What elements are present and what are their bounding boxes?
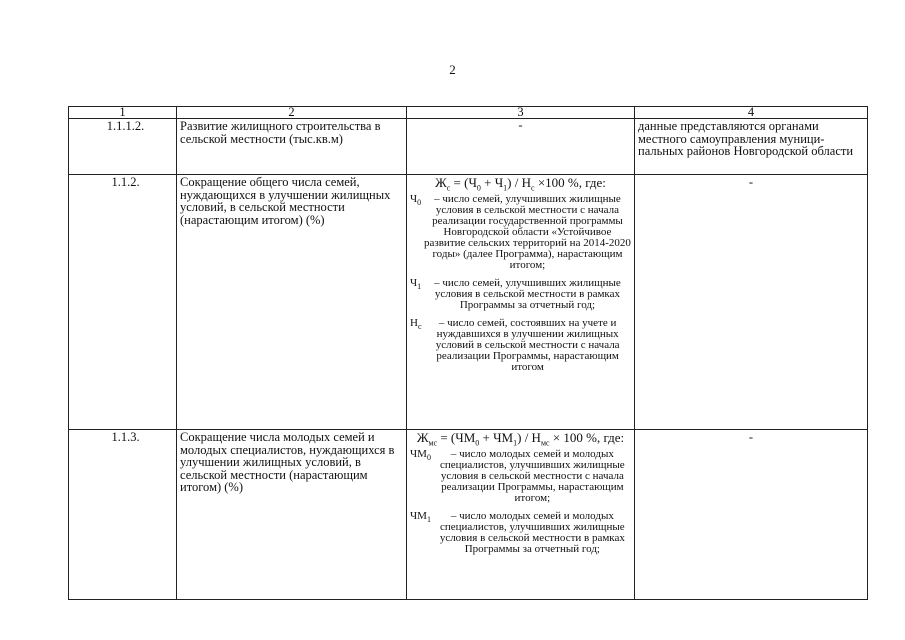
formula-definition: $ЧМ_0$ – число молодых семей и молодых специалистов, улучшивших жилищные условия в сельской местности с начала реализации Программы, нарастающим итогом; [410,448,625,504]
formula: $Ж_с = (Ч_0 + Ч_1) / Н_с \times 100$ %, где: [435,175,606,193]
calculation-method: - [407,119,635,175]
row-number: 1.1.2. [111,175,140,189]
data-source: данные представляются органами местного самоуправления муниципальных районов Новгородской области [635,119,868,175]
formula-definition: $ЧМ_1$ – число молодых семей и молодых специалистов, улучшивших жилищные условия в сельской местности в рамках Программы за отчетный год; [410,510,625,555]
header-col-1: 1 [69,107,177,119]
table-header-row [69,107,868,119]
page-number: 2 [449,62,456,77]
calculation-method [407,175,635,430]
formula: $Ж_{мс} = (ЧМ_0 + ЧМ_1) / Н_{мс} \times 100$ %, где: [416,430,625,448]
table-row [69,430,868,600]
row-number: 1.1.3. [111,430,140,444]
table-row [69,175,868,430]
calculation-method [407,430,635,600]
formula-definition: $Ч_0$ – число семей, улучшивших жилищные условия в сельской местности с начала реализации государственной программы Новгородской области «Устойчивое развитие сельских территорий на 2014-2020 годы» (далее Программа), нарастающим итогом; [410,193,631,271]
table-row [69,119,868,175]
formula-definition: $Н_с$ – число семей, состоявших на учете и нуждавшихся в улучшении жилищных условий в сельской местности с начала реализации Программы, нарастающим итогом [410,317,620,373]
header-col-4: 4 [635,107,868,119]
indicator-name: Сокращение общего числа семей, нуждающихся в улучшении жилищных условий, в сельской местности (нарастающим итогом) (%) [177,175,407,430]
header-col-2: 2 [177,107,407,119]
header-col-3: 3 [407,107,635,119]
indicator-name: Развитие жилищного строительства в сельской местности (тыс.кв.м) [177,119,407,175]
indicator-name: Сокращение числа молодых семей и молодых специалистов, нуждающихся в улучшении жилищных условий, в сельской местности (нарастающим итогом) (%) [177,430,407,600]
formula-definition: $Ч_1$ – число семей, улучшивших жилищные условия в сельской местности в рамках Программы за отчетный год; [410,277,621,311]
data-source: - [635,430,868,600]
row-number: 1.1.1.2. [106,119,145,133]
data-source: - [635,175,868,430]
indicators-table [68,106,868,600]
